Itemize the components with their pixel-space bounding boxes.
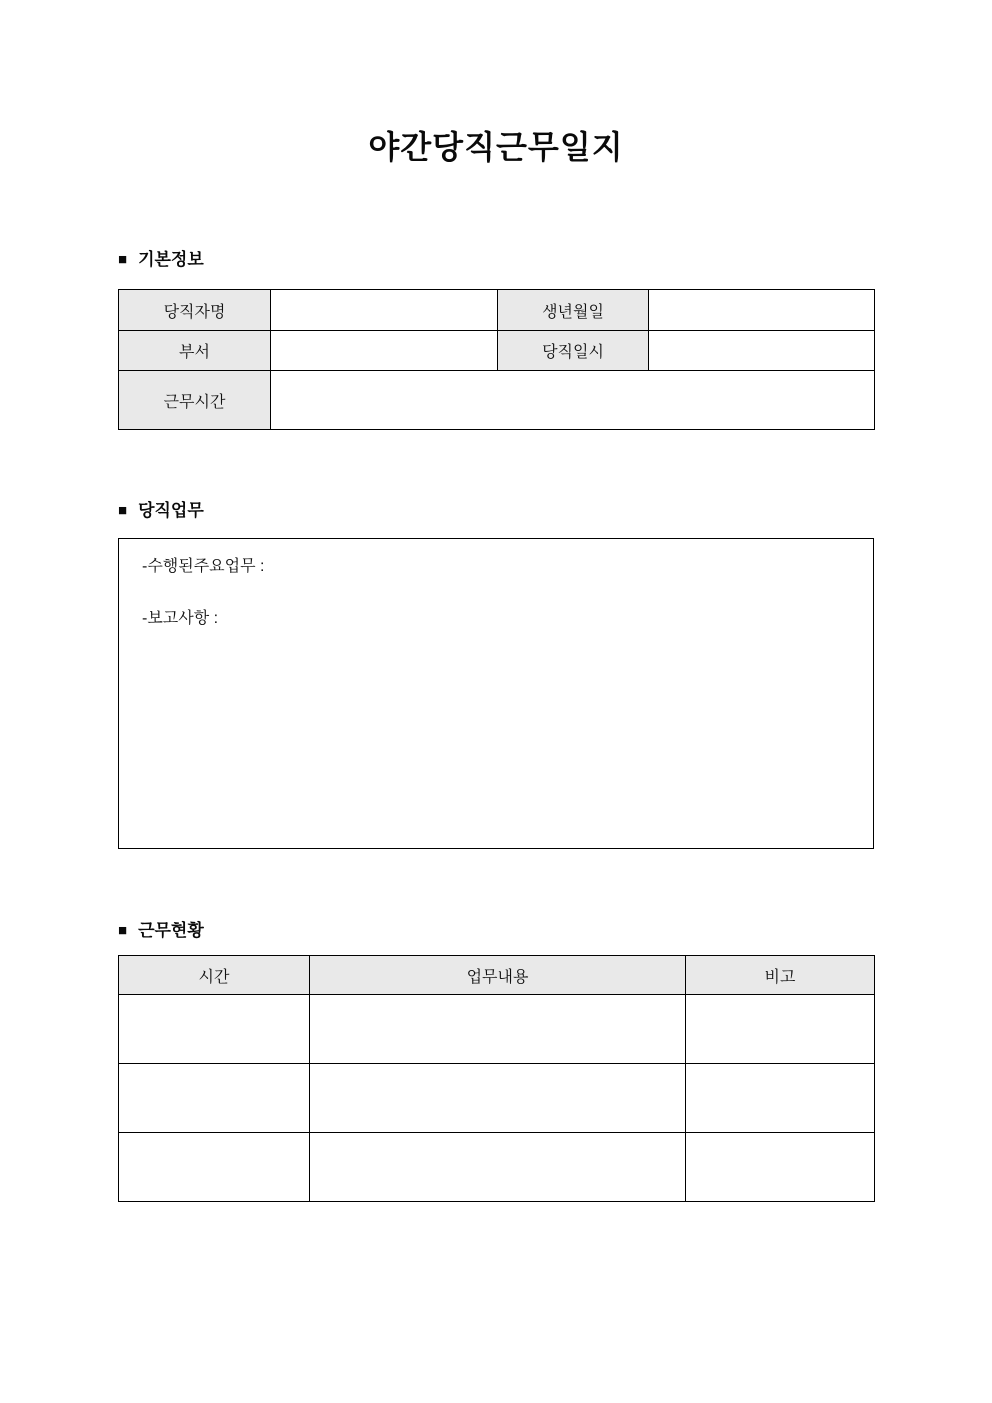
table-row <box>119 290 875 331</box>
square-bullet-icon: ■ <box>118 251 128 268</box>
working-hours-label: 근무시간 <box>119 371 271 430</box>
birth-date-label: 생년월일 <box>498 290 649 331</box>
section-title-duty-work: 당직업무 <box>138 501 204 520</box>
table-row <box>119 1064 875 1133</box>
department-label: 부서 <box>119 331 271 371</box>
work-content-field[interactable] <box>310 1064 686 1133</box>
duty-work-textarea[interactable] <box>118 538 874 849</box>
report-items-prompt: -보고사항 : <box>142 610 219 627</box>
remarks-field[interactable] <box>686 995 875 1064</box>
time-field[interactable] <box>119 995 310 1064</box>
table-header-row <box>119 956 875 995</box>
work-content-column-header: 업무내용 <box>310 956 686 995</box>
section-title-basic-info: 기본정보 <box>138 250 204 269</box>
table-row <box>119 371 875 430</box>
duty-person-name-field[interactable] <box>271 290 498 331</box>
square-bullet-icon: ■ <box>118 922 128 939</box>
table-row <box>119 331 875 371</box>
table-row <box>119 1133 875 1202</box>
work-content-field[interactable] <box>310 995 686 1064</box>
duty-datetime-field[interactable] <box>649 331 875 371</box>
time-field[interactable] <box>119 1064 310 1133</box>
remarks-column-header: 비고 <box>686 956 875 995</box>
remarks-field[interactable] <box>686 1064 875 1133</box>
department-field[interactable] <box>271 331 498 371</box>
document-content <box>118 249 874 1202</box>
basic-info-table <box>118 289 875 430</box>
table-row <box>119 995 875 1064</box>
working-hours-field[interactable] <box>271 371 875 430</box>
time-column-header: 시간 <box>119 956 310 995</box>
time-field[interactable] <box>119 1133 310 1202</box>
section-header-duty-work <box>118 500 874 522</box>
section-header-work-status <box>118 920 874 942</box>
duty-person-name-label: 당직자명 <box>119 290 271 331</box>
page-title: 야간당직근무일지 <box>368 129 624 165</box>
duty-datetime-label: 당직일시 <box>498 331 649 371</box>
performed-main-tasks-prompt: -수행된주요업무 : <box>142 558 265 575</box>
section-title-work-status: 근무현황 <box>138 921 204 940</box>
work-status-table <box>118 955 875 1202</box>
remarks-field[interactable] <box>686 1133 875 1202</box>
work-content-field[interactable] <box>310 1133 686 1202</box>
square-bullet-icon: ■ <box>118 502 128 519</box>
section-header-basic-info <box>118 249 874 271</box>
birth-date-field[interactable] <box>649 290 875 331</box>
